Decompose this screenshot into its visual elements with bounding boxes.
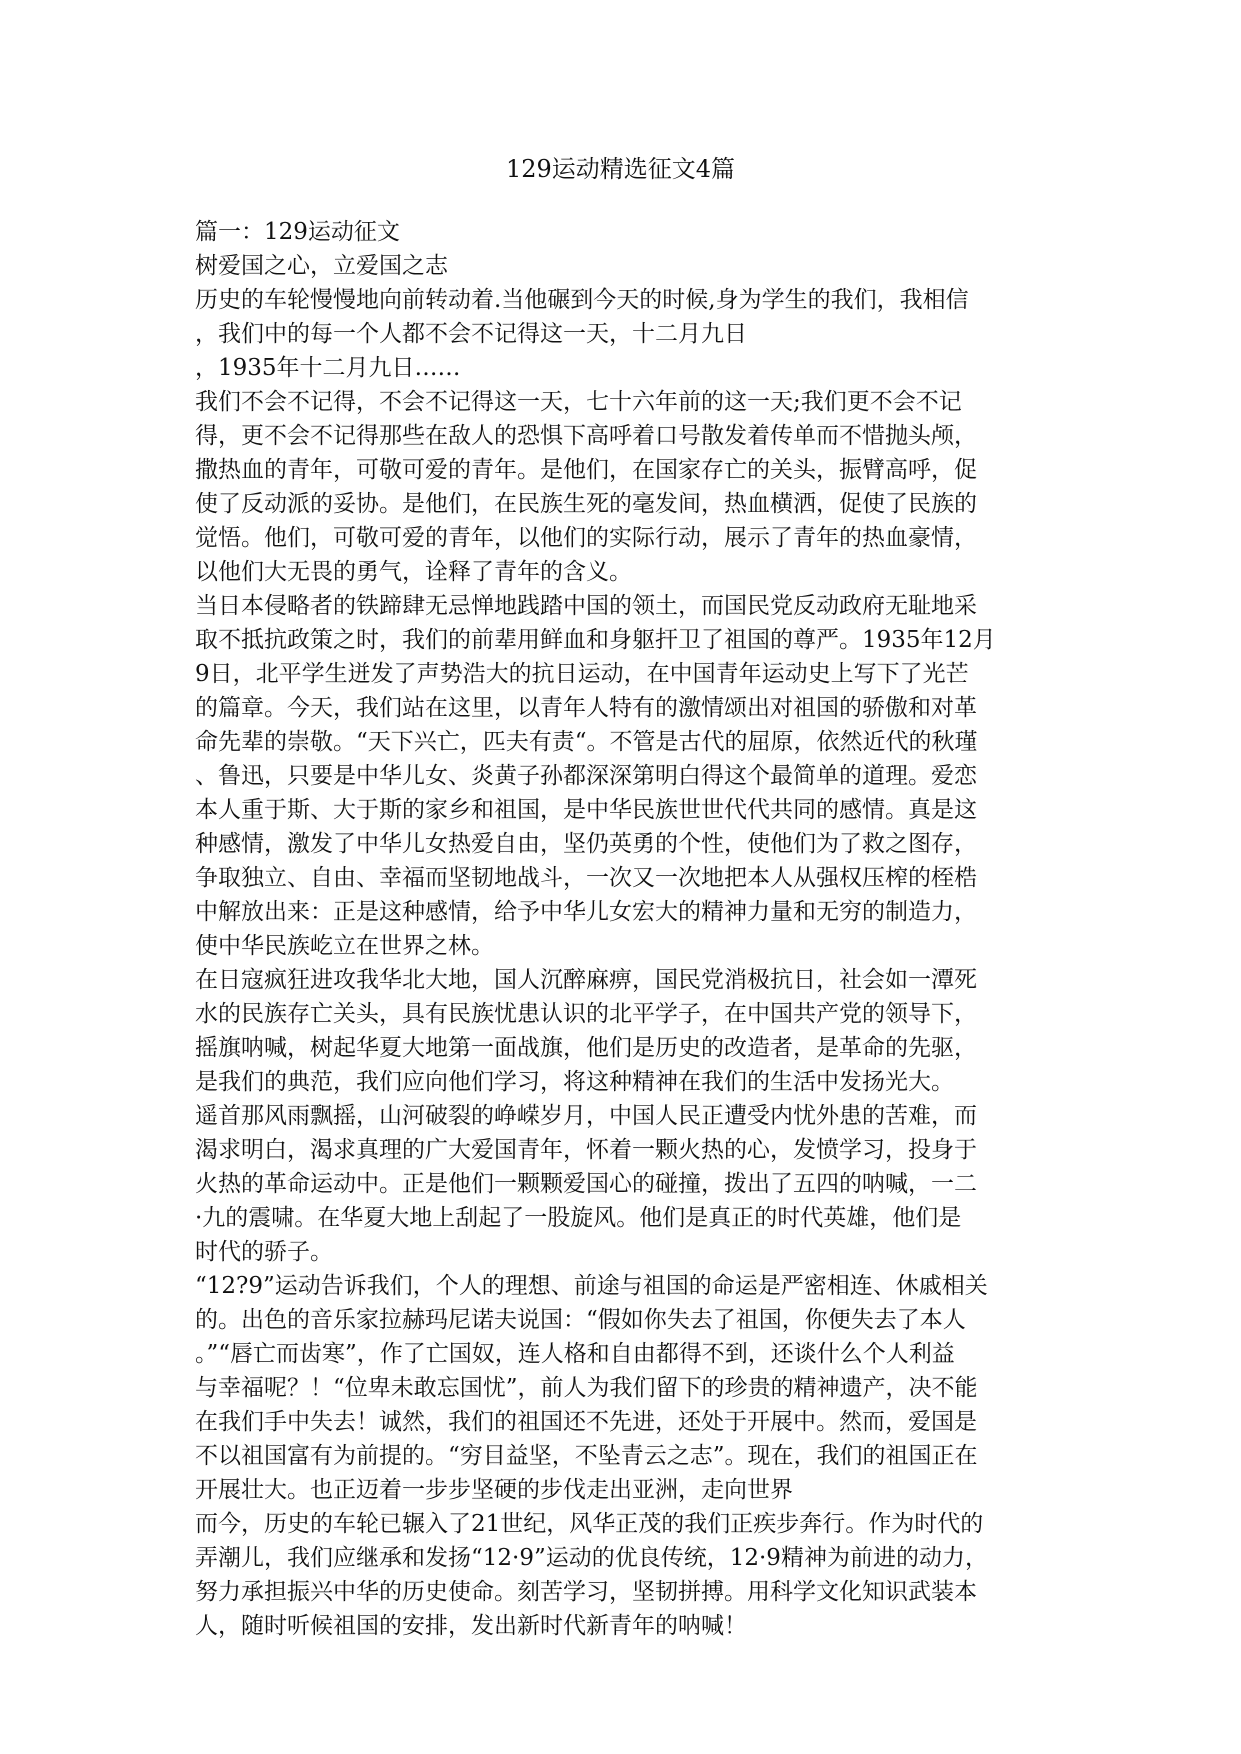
text-line: 而今，历史的车轮已辗入了21世纪，风华正茂的我们正疾步奔行。作为时代的 — [195, 1511, 984, 1537]
text-line: 是我们的典范，我们应向他们学习，将这种精神在我们的生活中发扬光大。 — [195, 1069, 954, 1095]
text-line: 争取独立、自由、幸福而坚韧地战斗，一次又一次地把本人从强权压榨的桎梏 — [195, 865, 977, 891]
text-line: 觉悟。他们，可敬可爱的青年，以他们的实际行动，展示了青年的热血豪情， — [195, 525, 977, 551]
text-line: 渴求明白，渴求真理的广大爱国青年，怀着一颗火热的心，发愤学习，投身于 — [195, 1137, 977, 1163]
text-line: ，我们中的每一个人都不会不记得这一天，十二月九日 — [195, 321, 747, 347]
text-line: 我们不会不记得，不会不记得这一天，七十六年前的这一天;我们更不会不记 — [195, 389, 962, 415]
text-line: 在日寇疯狂进攻我华北大地，国人沉醉麻痹，国民党消极抗日，社会如一潭死 — [195, 967, 977, 993]
document-title: 129运动精选征文4篇 — [505, 155, 736, 183]
text-line: 努力承担振兴中华的历史使命。刻苦学习，坚韧拼搏。用科学文化知识武装本 — [195, 1579, 977, 1605]
text-line: 与幸福呢？！“位卑未敢忘国忧”，前人为我们留下的珍贵的精神遗产，决不能 — [195, 1375, 978, 1401]
text-line: 弄潮儿，我们应继承和发扬“12·9”运动的优良传统，12·9精神为前进的动力， — [195, 1545, 988, 1571]
text-line: 摇旗呐喊，树起华夏大地第一面战旗，他们是历史的改造者，是革命的先驱， — [195, 1035, 977, 1061]
text-line: 遥首那风雨飘摇，山河破裂的峥嵘岁月，中国人民正遭受内忧外患的苦难，而 — [195, 1103, 977, 1129]
text-line: ，1935年十二月九日…… — [195, 355, 461, 381]
text-line: 篇一：129运动征文 — [195, 219, 400, 245]
text-line: 不以祖国富有为前提的。“穷目益坚，不坠青云之志”。现在，我们的祖国正在 — [195, 1443, 978, 1469]
text-line: 。”“唇亡而齿寒”，作了亡国奴，连人格和自由都得不到，还谈什么个人利益 — [195, 1341, 955, 1367]
text-line: 中解放出来：正是这种感情，给予中华儿女宏大的精神力量和无穷的制造力， — [195, 899, 977, 925]
text-line: 的篇章。今天，我们站在这里，以青年人特有的激情颂出对祖国的骄傲和对革 — [195, 695, 977, 721]
text-line: 开展壮大。也正迈着一步步坚硬的步伐走出亚洲，走向世界 — [195, 1477, 793, 1503]
text-line: 使了反动派的妥协。是他们，在民族生死的毫发间，热血横洒，促使了民族的 — [195, 491, 977, 517]
text-line: 人，随时听候祖国的安排，发出新时代新青年的呐喊！ — [195, 1613, 747, 1639]
text-line: 的。出色的音乐家拉赫玛尼诺夫说国：“假如你失去了祖国，你便失去了本人 — [195, 1307, 966, 1333]
text-line: 水的民族存亡关头，具有民族忧患认识的北平学子，在中国共产党的领导下， — [195, 1001, 977, 1027]
text-line: 时代的骄子。 — [195, 1239, 333, 1265]
text-line: 历史的车轮慢慢地向前转动着.当他碾到今天的时候,身为学生的我们，我相信 — [195, 287, 969, 313]
text-line: “12?9”运动告诉我们，个人的理想、前途与祖国的命运是严密相连、休戚相关 — [195, 1273, 988, 1299]
text-line: 当日本侵略者的铁蹄肆无忌惮地践踏中国的领土，而国民党反动政府无耻地采 — [195, 593, 977, 619]
document-body — [195, 215, 1045, 1643]
text-line: 火热的革命运动中。正是他们一颗颗爱国心的碰撞，拨出了五四的呐喊，一二 — [195, 1171, 977, 1197]
text-line: 命先辈的崇敬。“天下兴亡，匹夫有责“。不管是古代的屈原，依然近代的秋瑾 — [195, 729, 978, 755]
text-line: 以他们大无畏的勇气，诠释了青年的含义。 — [195, 559, 632, 585]
text-line: 种感情，激发了中华儿女热爱自由，坚仍英勇的个性，使他们为了救之图存， — [195, 831, 977, 857]
text-line: 树爱国之心，立爱国之志 — [195, 253, 448, 279]
text-line: 、鲁迅，只要是中华儿女、炎黄子孙都深深第明白得这个最简单的道理。爱恋 — [195, 763, 977, 789]
text-line: 取不抵抗政策之时，我们的前辈用鲜血和身躯扞卫了祖国的尊严。1935年12月 — [195, 627, 996, 653]
text-line: 得，更不会不记得那些在敌人的恐惧下高呼着口号散发着传单而不惜抛头颅， — [195, 423, 977, 449]
text-line: 9日，北平学生迸发了声势浩大的抗日运动，在中国青年运动史上写下了光芒 — [195, 661, 969, 687]
text-line: 撒热血的青年，可敬可爱的青年。是他们，在国家存亡的关头，振臂高呼，促 — [195, 457, 977, 483]
text-line: ·九的震啸。在华夏大地上刮起了一股旋风。他们是真正的时代英雄，他们是 — [195, 1205, 962, 1231]
text-line: 使中华民族屹立在世界之林。 — [195, 933, 494, 959]
text-line: 在我们手中失去！诚然，我们的祖国还不先进，还处于开展中。然而，爱国是 — [195, 1409, 977, 1435]
text-line: 本人重于斯、大于斯的家乡和祖国，是中华民族世世代代共同的感情。真是这 — [195, 797, 977, 823]
